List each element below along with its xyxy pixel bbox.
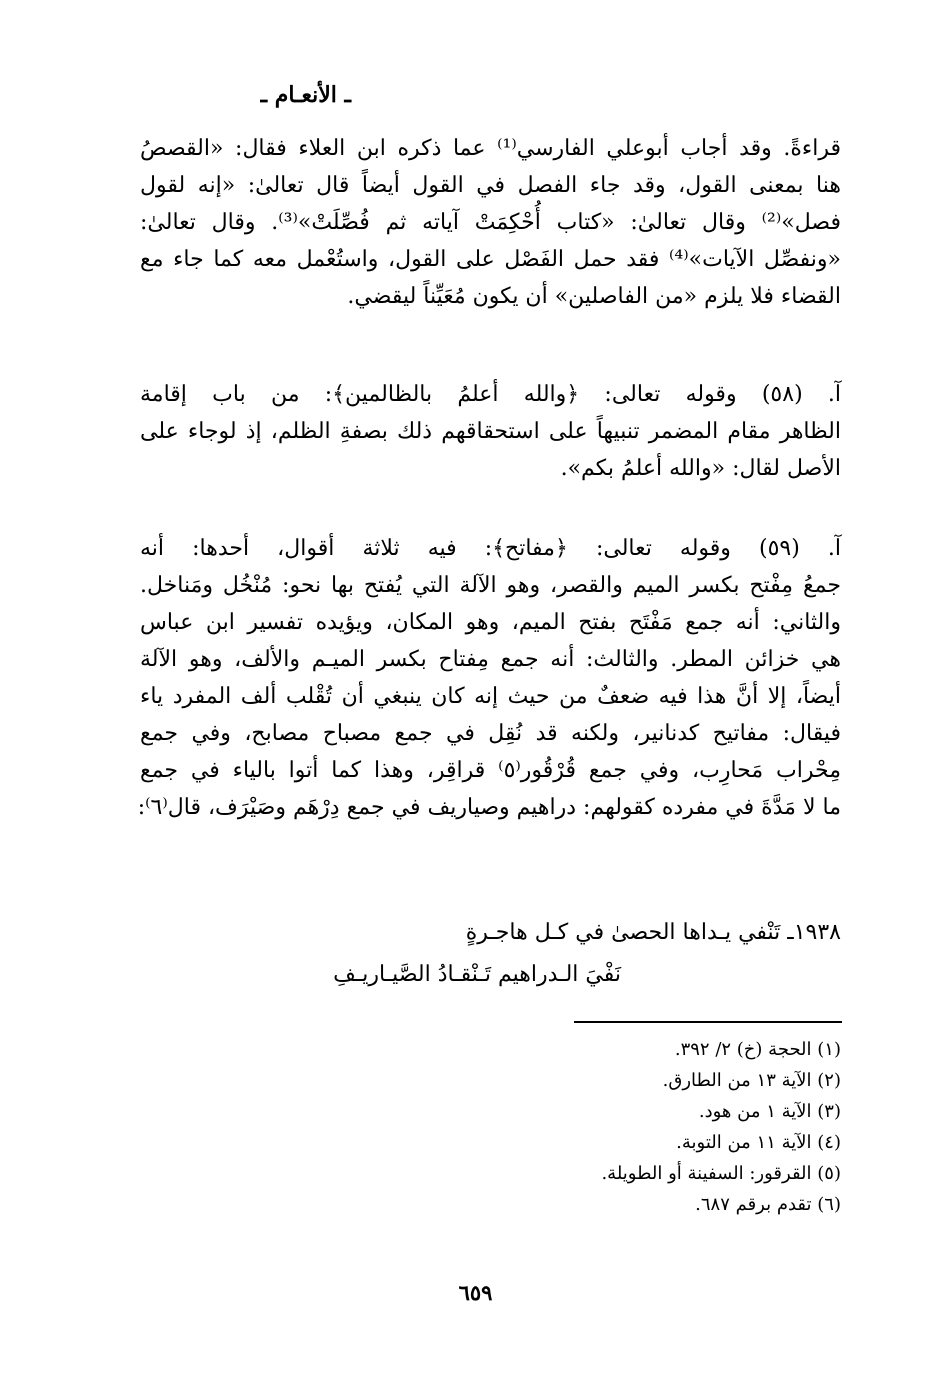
text-line: هنا بمعنى القول، وقد جاء الفصل في القول أيضاً قال تعالىٰ: «إنه لقول (140, 173, 841, 198)
page-number: ٦٥٩ (458, 1280, 493, 1305)
text-line: جمعُ مِفْتح بكسر الميم والقصر، وهو الآلة التي يُفتح بها نحو: مُنْخُل ومَناخل. (140, 573, 841, 598)
text-line: آ. (٥٨) وقوله تعالى: ﴿والله أعلمُ بالظالمين﴾: من باب إقامة (140, 382, 841, 407)
footnote: (٥) القرقور: السفينة أو الطويلة. (601, 1163, 841, 1184)
text-line: أيضاً، إلا أنَّ هذا فيه ضعفٌ من حيث إنه كان ينبغي أن تُقْلب ألف المفرد ياء (140, 684, 841, 709)
running-header: ـ الأنعـام ـ (260, 82, 351, 108)
verse-second-hemistich: نَفْيَ الـدراهيم تَـنْقـادُ الصَّيـاريـفِ (333, 962, 621, 987)
footnotes (421, 1034, 841, 1220)
footnote: (٢) الآية ١٣ من الطارق. (662, 1070, 841, 1091)
text-line: «ونفصِّل الآيات»⁽⁴⁾ فقد حمل الفَصْل على القول، واستُعْمل معه كما جاء مع (140, 247, 841, 272)
text-line: والثاني: أنه جمع مَفْتَح بفتح الميم، وهو المكان، ويؤيده تفسير ابن عباس (140, 610, 841, 635)
text-line: الأصل لقال: «والله أعلمُ بكم». (560, 456, 841, 481)
text-line: الظاهر مقام المضمر تنبيهاً على استحقاقهم ذلك بصفةِ الظلم، إذ لوجاء على (140, 419, 841, 444)
text-line: فيقال: مفاتيح كدنانير، ولكنه قد نُقِل في جمع مصباح مصابح، وفي جمع (140, 721, 841, 746)
text-line: مِحْراب مَحارِب، وفي جمع قُرْقُور⁽٥⁾ قراقِر، وهذا كما أتوا بالياء في جمع (140, 758, 841, 783)
footnote: (١) الحجة (خ) ٢/ ٣٩٢. (674, 1039, 841, 1060)
text-line: آ. (٥٩) وقوله تعالى: ﴿مفاتح﴾: فيه ثلاثة أقوال، أحدها: أنه (140, 536, 842, 561)
paragraph-3 (137, 530, 842, 826)
footnote: (٦) تقدم برقم ٦٨٧. (695, 1194, 841, 1215)
footnote: (٣) الآية ١ من هود. (698, 1101, 841, 1122)
text-line: ما لا مَدَّةَ في مفرده كقولهم: دراهيم وصياريف في جمع دِرْهَم وصَيْرَف، قال⁽٦⁾: (137, 795, 841, 820)
text-line: هي خزائن المطر. والثالث: أنه جمع مِفتاح بكسر الميـم والألف، وهو الآلة (140, 647, 841, 672)
footnote-divider (574, 1021, 842, 1023)
text-line: القضاء فلا يلزم «من الفاصلين» أن يكون مُعَيِّناً ليقضي. (347, 284, 841, 309)
paragraph-1 (140, 130, 841, 315)
text-line: فصل»⁽²⁾ وقال تعالىٰ: «كتاب أُحْكِمَتْ آياته ثم فُصِّلَتْ»⁽³⁾. وقال تعالىٰ: (140, 210, 841, 235)
text-line: قراءةً. وقد أجاب أبوعلي الفارسي⁽¹⁾ عما ذكره ابن العلاء فقال: «القصصُ (140, 136, 841, 161)
paragraph-2 (140, 376, 841, 487)
verse-first-hemistich: ١٩٣٨ـ تَنْفي يـداها الحصىٰ في كـل هاجـرةٍ (465, 920, 841, 945)
footnote: (٤) الآية ١١ من التوبة. (676, 1132, 841, 1153)
